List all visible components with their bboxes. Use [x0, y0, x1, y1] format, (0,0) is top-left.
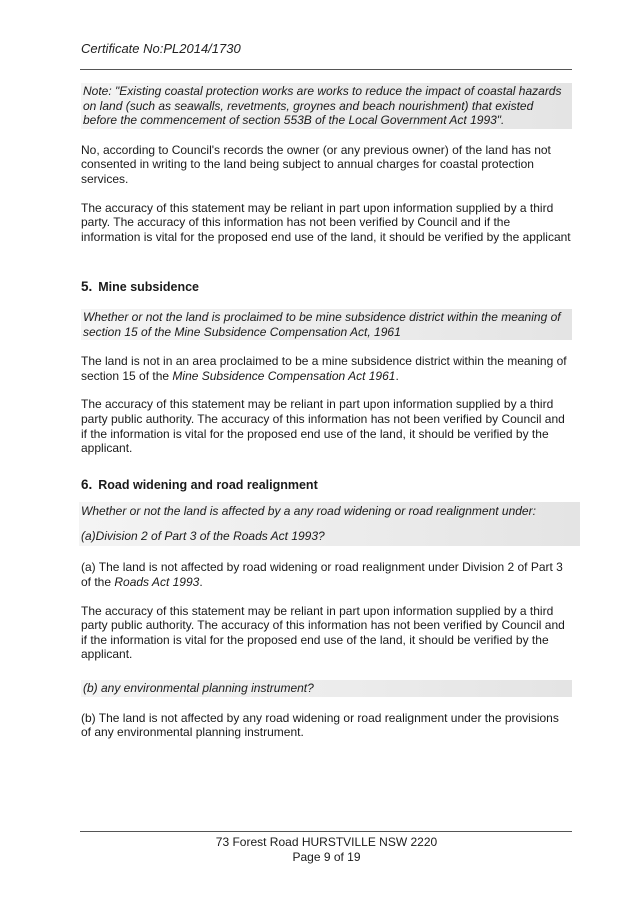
section-5-answer-act: Mine Subsidence Compensation Act 1961: [172, 368, 396, 383]
footer-address: 73 Forest Road HURSTVILLE NSW 2220: [215, 835, 438, 849]
section-6-title: Road widening and road realignment: [98, 477, 318, 492]
page-number: Page 9 of 19: [292, 850, 361, 864]
section-6-sub-b-question: (b) any environmental planning instrument?: [81, 680, 572, 697]
section-6-sub-a-question: (a)Division 2 of Part 3 of the Roads Act 1993?: [81, 528, 325, 543]
section-6-sub-a-answer-act: Roads Act 1993: [114, 575, 200, 590]
section-5-title: Mine subsidence: [98, 280, 199, 295]
page-footer: [81, 835, 572, 865]
section-6-sub-a-answer: [81, 560, 572, 589]
section-spacer: [81, 662, 572, 680]
section-spacer: [81, 456, 572, 478]
header-divider: [80, 69, 572, 70]
document-body: [81, 83, 572, 740]
section-6-question: Whether or not the land is affected by a any road widening or road realignment under:: [81, 504, 536, 519]
footer-divider: [80, 831, 572, 832]
section-spacer: [81, 244, 572, 280]
section-5-question: Whether or not the land is proclaimed to be mine subsidence district within the meaning of section 15 of the Mine Subsidence Compensation Act, 1961: [81, 309, 572, 340]
section-5-answer: [81, 354, 572, 383]
section-5-answer-text: The land is not in an area proclaimed to be a mine subsidence district within the meaning of section 15 of the: [81, 354, 567, 383]
section-6-sub-a-answer-text: (a) The land is not affected by road widening or road realignment under Division 2 of Part 3 of the: [81, 560, 563, 590]
section-6-number: 6.: [81, 476, 93, 492]
section-6-heading: [81, 478, 572, 493]
section-6-sub-b-answer: (b) The land is not affected by any road widening or road realignment under the provisions of any environmental planning instrument.: [81, 710, 559, 740]
section-6-question-block: [79, 502, 580, 546]
section-5-accuracy: The accuracy of this statement may be reliant in part upon information supplied by a third party public authority. The accuracy of this information has not been verified by Council and if the information is vital for the proposed end use of the land, it should be verified by the applicant.: [81, 397, 565, 456]
section-5-answer-end: .: [395, 368, 399, 383]
section-6-sub-a-answer-end: .: [199, 575, 203, 590]
accuracy-statement-1: The accuracy of this statement may be reliant in part upon information supplied by a third party. The accuracy of this information has not been verified by Council and if the information is vital for the proposed end use of the land, it should be verified by the applicant: [81, 200, 571, 244]
coastal-answer: No, according to Council's records the owner (or any previous owner) of the land has not consented in writing to the land being subject to annual charges for coastal protection services.: [81, 142, 551, 186]
section-6-accuracy: The accuracy of this statement may be reliant in part upon information supplied by a third party public authority. The accuracy of this information has not been verified by Council and if the information is vital for the proposed end use of the land, it should be verified by the applicant.: [81, 603, 565, 662]
certificate-number: Certificate No:PL2014/1730: [81, 41, 241, 56]
coastal-note: Note: "Existing coastal protection works are works to reduce the impact of coastal hazards on land (such as seawalls, revetments, groynes and beach nourishment) that existed before the commencement of section 553B of the Local Government Act 1993".: [81, 83, 572, 129]
section-5-heading: [81, 280, 572, 295]
section-5-number: 5.: [81, 279, 93, 295]
